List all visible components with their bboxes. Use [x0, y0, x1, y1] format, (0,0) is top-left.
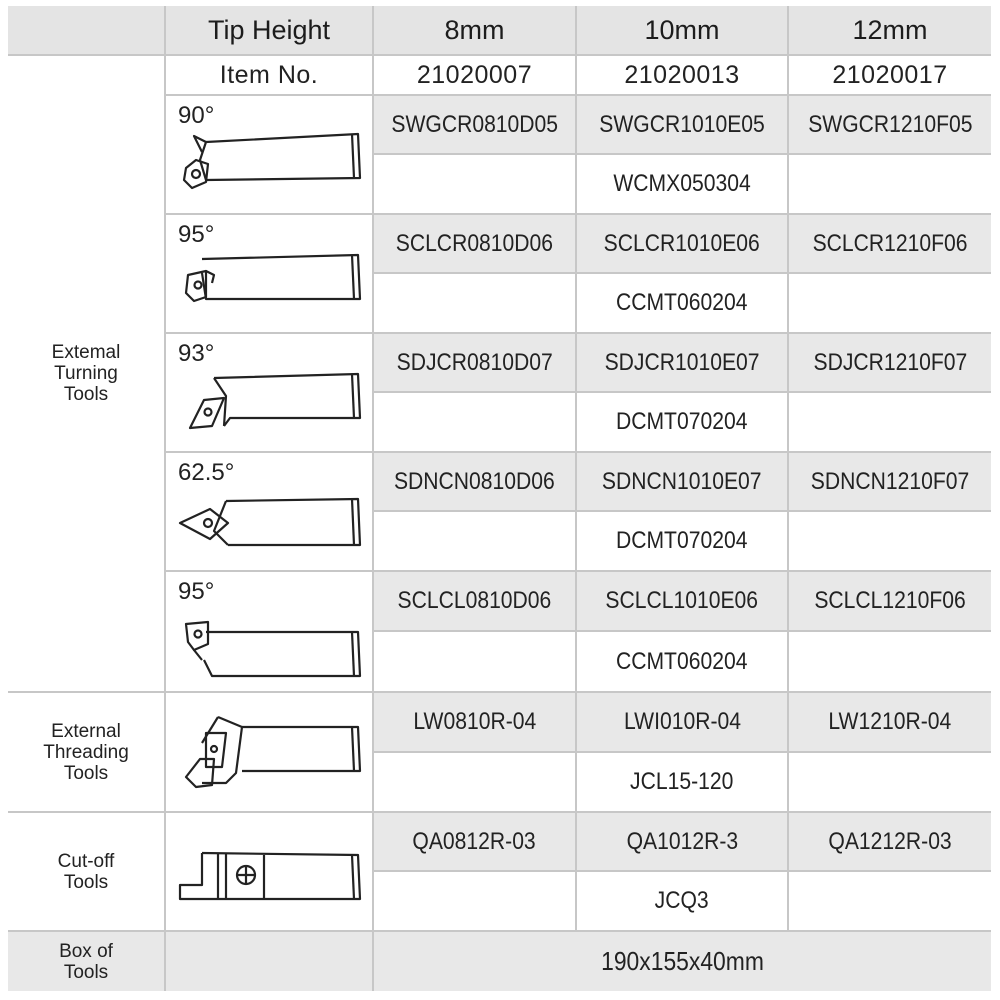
holder-12mm: QA1212R-03 — [789, 813, 991, 870]
insert-empty — [789, 753, 991, 811]
turning-tool-95-right-icon — [166, 215, 372, 332]
holder-8mm: SWGCR0810D05 — [374, 96, 575, 153]
insert-empty — [789, 632, 991, 691]
insert-empty — [789, 512, 991, 570]
category-external-threading: External Threading Tools — [43, 720, 129, 784]
category-column-box — [8, 932, 164, 991]
cutoff-tool-icon — [166, 813, 372, 930]
insert-empty — [374, 632, 575, 691]
tool-angle: 95° — [178, 221, 215, 248]
insert-empty — [789, 155, 991, 213]
category-cutoff: Cut-off Tools — [57, 850, 115, 893]
size-12mm: 12mm — [789, 6, 991, 54]
tool-angle: 93° — [178, 340, 215, 367]
holder-8mm: SCLCL0810D06 — [374, 572, 575, 630]
turning-tool-62-5-icon — [166, 453, 372, 570]
product-table — [8, 6, 991, 991]
item-number-8mm: 21020007 — [374, 56, 575, 94]
holder-12mm: SWGCR1210F05 — [789, 96, 991, 153]
category-column-cutoff — [8, 813, 164, 930]
header-corner — [8, 6, 164, 54]
holder-10mm: SCLCL1010E06 — [577, 572, 787, 630]
category-column-external-threading — [8, 693, 164, 811]
insert-empty — [374, 753, 575, 811]
holder-12mm: SDJCR1210F07 — [789, 334, 991, 391]
insert-empty — [374, 274, 575, 332]
tool-image-cell — [166, 813, 372, 930]
tip-height-label: Tip Height — [166, 6, 372, 54]
holder-10mm: SDJCR1010E07 — [577, 334, 787, 391]
insert-empty — [789, 393, 991, 451]
insert-empty — [374, 872, 575, 930]
holder-10mm: LWI010R-04 — [577, 693, 787, 751]
turning-tool-93-icon — [166, 334, 372, 451]
turning-tool-95-left-icon — [166, 572, 372, 691]
holder-12mm: SCLCL1210F06 — [789, 572, 991, 630]
insert-10mm: CCMT060204 — [577, 274, 787, 332]
category-column-external-turning — [8, 56, 164, 691]
insert-10mm: CCMT060204 — [577, 632, 787, 691]
holder-10mm: SDNCN1010E07 — [577, 453, 787, 510]
holder-8mm: SDNCN0810D06 — [374, 453, 575, 510]
box-empty-cell — [166, 932, 372, 991]
tool-image-cell — [166, 215, 372, 332]
insert-10mm: WCMX050304 — [577, 155, 787, 213]
item-no-label: Item No. — [166, 56, 372, 94]
tool-image-cell — [166, 96, 372, 213]
item-number-10mm: 21020013 — [577, 56, 787, 94]
insert-empty — [374, 393, 575, 451]
holder-8mm: QA0812R-03 — [374, 813, 575, 870]
tool-image-cell — [166, 453, 372, 570]
insert-empty — [374, 512, 575, 570]
item-number-12mm: 21020017 — [789, 56, 991, 94]
tool-image-cell — [166, 693, 372, 811]
box-size: 190x155x40mm — [374, 932, 991, 991]
insert-empty — [374, 155, 575, 213]
holder-10mm: QA1012R-3 — [577, 813, 787, 870]
insert-10mm: DCMT070204 — [577, 512, 787, 570]
insert-10mm: JCQ3 — [577, 872, 787, 930]
holder-8mm: LW0810R-04 — [374, 693, 575, 751]
size-10mm: 10mm — [577, 6, 787, 54]
tool-image-cell — [166, 572, 372, 691]
category-external-turning: Extemal Turning Tools — [51, 342, 121, 405]
tool-angle: 90° — [178, 102, 215, 129]
insert-empty — [789, 872, 991, 930]
tool-image-cell — [166, 334, 372, 451]
holder-12mm: LW1210R-04 — [789, 693, 991, 751]
holder-10mm: SCLCR1010E06 — [577, 215, 787, 272]
threading-tool-icon — [166, 693, 372, 811]
holder-8mm: SCLCR0810D06 — [374, 215, 575, 272]
category-box: Box of Tools — [59, 940, 113, 983]
insert-empty — [789, 274, 991, 332]
tool-angle: 95° — [178, 578, 215, 605]
holder-8mm: SDJCR0810D07 — [374, 334, 575, 391]
insert-10mm: JCL15-120 — [577, 753, 787, 811]
insert-10mm: DCMT070204 — [577, 393, 787, 451]
tool-angle: 62.5° — [178, 459, 235, 486]
turning-tool-90-icon — [166, 96, 372, 213]
holder-12mm: SDNCN1210F07 — [789, 453, 991, 510]
size-8mm: 8mm — [374, 6, 575, 54]
holder-10mm: SWGCR1010E05 — [577, 96, 787, 153]
holder-12mm: SCLCR1210F06 — [789, 215, 991, 272]
